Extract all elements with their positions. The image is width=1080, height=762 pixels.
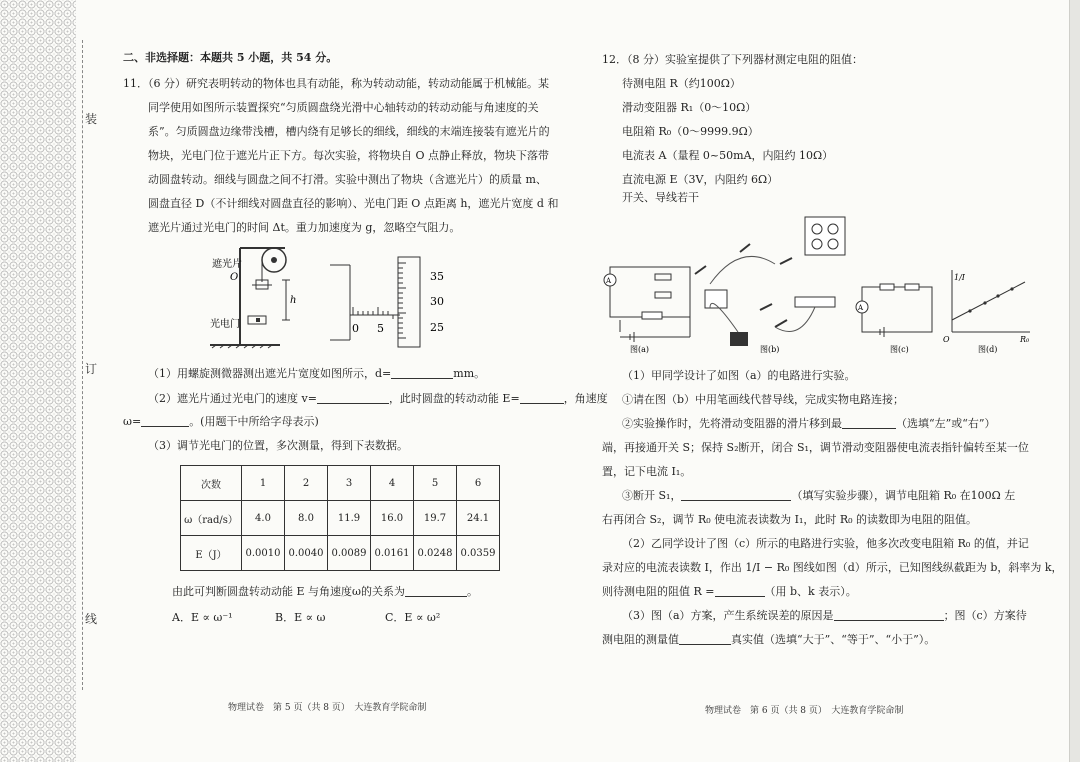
graph-d (943, 270, 1030, 354)
resistor-box-icon (805, 217, 845, 255)
q11-line-5: 动圆盘转动。细线与圆盘之间不打滑。实验中测出了物块（含遮光片）的质量 m、 (148, 173, 547, 186)
part-1-line-5: 置，记下电流 I₁。 (602, 465, 692, 478)
label-o: O (230, 272, 239, 283)
binding-char-xian: 线 (85, 612, 98, 626)
right-edge (1069, 0, 1080, 762)
blank-e[interactable] (520, 392, 564, 404)
part-1-step-1: ①请在图（b）中用笔画线代替导线，完成实物电路连接； (622, 393, 905, 406)
q11-line-7: 遮光片通过光电门的时间 Δt。重力加速度为 g，忽略空气阻力。 (148, 221, 461, 234)
thimble-35: 35 (430, 270, 444, 283)
part-3: （3）图（a）方案，产生系统误差的原因是 ；图（c）方案待 (622, 609, 1027, 622)
table-cell: 16.0 (371, 501, 414, 536)
table-cell: 0.0161 (371, 536, 414, 571)
equipment-item: 待测电阻 R（约100Ω） (622, 77, 741, 90)
circuit-a (604, 267, 690, 354)
table-cell: 4 (371, 466, 414, 501)
sub-question-2-cont: ω= 。(用题干中所给字母表示) (123, 415, 319, 428)
table-cell: 11.9 (328, 501, 371, 536)
graph-origin: O (943, 335, 950, 344)
equipment-item: 电流表 A（量程 0~50mA，内阻约 10Ω） (622, 149, 834, 162)
caption-d: 图(d) (978, 345, 998, 354)
graph-y-label: 1/I (954, 273, 965, 282)
table-cell: 5 (414, 466, 457, 501)
blank-step[interactable] (681, 489, 791, 501)
circuit-c (856, 284, 932, 354)
part-1-step-2: ②实验操作时，先将滑动变阻器的滑片移到最 （选填“左”或“右”） (622, 417, 996, 430)
left-footer: 物理试卷 第 5 页（共 8 页） 大连教育学院命制 (228, 703, 427, 713)
thimble-25: 25 (430, 321, 444, 334)
blank-direction[interactable] (842, 417, 896, 429)
part-1: （1）甲同学设计了如图（a）的电路进行实验。 (622, 369, 856, 382)
part-2: （2）乙同学设计了图（c）所示的电路进行实验，他多次改变电阻箱 R₀ 的值，并记 (622, 537, 1029, 550)
svg-text:A: A (606, 277, 612, 285)
table-cell: 次数 (181, 466, 242, 501)
thimble-30: 30 (430, 295, 444, 308)
main-scale-5: 5 (377, 322, 384, 335)
data-table (180, 465, 500, 571)
q11-line-4: 物块，光电门位于遮光片正下方。每次实验，将物块自 O 点静止释放，物块下落带 (148, 149, 550, 162)
conclusion: 由此可判断圆盘转动动能 E 与角速度ω的关系为 。 (172, 585, 478, 598)
blank-error[interactable] (834, 609, 944, 621)
option-a[interactable]: A．E ∝ ω⁻¹ (172, 611, 233, 624)
table-row (181, 501, 500, 536)
table-cell: 0.0248 (414, 536, 457, 571)
part-1-line-4: 端，再接通开关 S；保持 S₂断开，闭合 S₁，调节滑动变阻器使电流表指针偏转至某一位 (602, 441, 1029, 454)
q12-intro: 12．（8 分）实验室提供了下列器材测定电阻的阻值： (602, 53, 863, 66)
table-cell: 4.0 (242, 501, 285, 536)
blank-r[interactable] (715, 585, 765, 597)
circuit-b (695, 217, 845, 354)
label-gate: 光电门 (210, 319, 240, 330)
equipment-item: 滑动变阻器 R₁（0～10Ω） (622, 101, 757, 114)
table-cell: 24.1 (457, 501, 500, 536)
part-1-line-7: 右再闭合 S₂，调节 R₀ 使电流表读数为 I₁，此时 R₀ 的读数即为电阻的阻值。 (602, 513, 978, 526)
caption-b: 图(b) (760, 345, 780, 354)
micrometer-figure (325, 255, 460, 350)
table-cell: 8.0 (285, 501, 328, 536)
table-cell: 19.7 (414, 501, 457, 536)
blank-compare[interactable] (679, 633, 731, 645)
equipment-item: 开关、导线若干 (622, 191, 699, 204)
table-cell: 0.0010 (242, 536, 285, 571)
blank-d[interactable] (391, 367, 453, 379)
blank-relation[interactable] (405, 585, 467, 597)
section-title: 二、非选择题：本题共 5 小题，共 54 分。 (123, 51, 338, 64)
label-shade: 遮光片 (212, 259, 242, 270)
part-1-step-3: ③断开 S₁， （填写实验步骤），调节电阻箱 R₀ 在100Ω 左 (622, 489, 1016, 502)
table-cell: 3 (328, 466, 371, 501)
apparatus-figure (200, 240, 310, 355)
blank-omega[interactable] (141, 415, 189, 427)
q11-line-3: 系”。匀质圆盘边缘带浅槽，槽内绕有足够长的细线，细线的末端连接装有遮光片的 (148, 125, 550, 138)
table-cell: 2 (285, 466, 328, 501)
battery-icon (730, 332, 748, 346)
caption-c: 图(c) (890, 345, 909, 354)
label-h: h (290, 295, 297, 306)
rheostat-icon (795, 297, 835, 307)
table-row (181, 466, 500, 501)
option-b[interactable]: B．E ∝ ω (275, 611, 326, 624)
main-scale-0: 0 (352, 322, 359, 335)
binding-char-ding: 订 (85, 362, 98, 376)
table-cell: ω（rad/s） (181, 501, 242, 536)
table-cell: 6 (457, 466, 500, 501)
circuit-figures (600, 212, 1040, 362)
equipment-item: 直流电源 E（3V，内阻约 6Ω） (622, 173, 779, 186)
caption-a: 图(a) (630, 345, 650, 354)
q11-line-1: 11．（6 分）研究表明转动的物体也具有动能，称为转动动能，转动动能属于机械能。某 (123, 77, 549, 90)
table-cell: 0.0359 (457, 536, 500, 571)
perforated-edge (0, 0, 76, 762)
part-2-line-3: 则待测电阻的阻值 R = （用 b、k 表示）。 (602, 585, 857, 598)
svg-text:A: A (858, 304, 864, 312)
q11-line-2: 同学使用如图所示装置探究“匀质圆盘绕光滑中心轴转动的转动动能与角速度的关 (148, 101, 539, 114)
table-cell: 1 (242, 466, 285, 501)
sub-question-1: （1）用螺旋测微器测出遮光片宽度如图所示，d= mm。 (148, 367, 486, 380)
part-2-line-2: 录对应的电流表读数 I，作出 1/I − R₀ 图线如图（d）所示，已知图线纵截距为 b，斜率为 k， (602, 561, 1063, 574)
binding-char-zhuang: 装 (85, 112, 98, 126)
sub-question-3: （3）调节光电门的位置，多次测量，得到下表数据。 (148, 439, 408, 452)
table-cell: 0.0089 (328, 536, 371, 571)
blank-v[interactable] (317, 392, 389, 404)
sub-question-2: （2）遮光片通过光电门的速度 v= ，此时圆盘的转动动能 E= ，角速度 (148, 392, 608, 405)
q11-line-6: 圆盘直径 D（不计细线对圆盘直径的影响）、光电门距 O 点距离 h，遮光片宽度 d 和 (148, 197, 559, 210)
equipment-item: 电阻箱 R₀（0～9999.9Ω） (622, 125, 759, 138)
table-cell: E（J） (181, 536, 242, 571)
table-cell: 0.0040 (285, 536, 328, 571)
part-3-line-2: 测电阻的测量值 真实值（选填“大于”、“等于”、“小于”）。 (602, 633, 936, 646)
table-row (181, 536, 500, 571)
right-footer: 物理试卷 第 6 页（共 8 页） 大连教育学院命制 (705, 706, 904, 716)
option-c[interactable]: C．E ∝ ω² (385, 611, 441, 624)
graph-x-label: R₀ (1020, 335, 1030, 344)
